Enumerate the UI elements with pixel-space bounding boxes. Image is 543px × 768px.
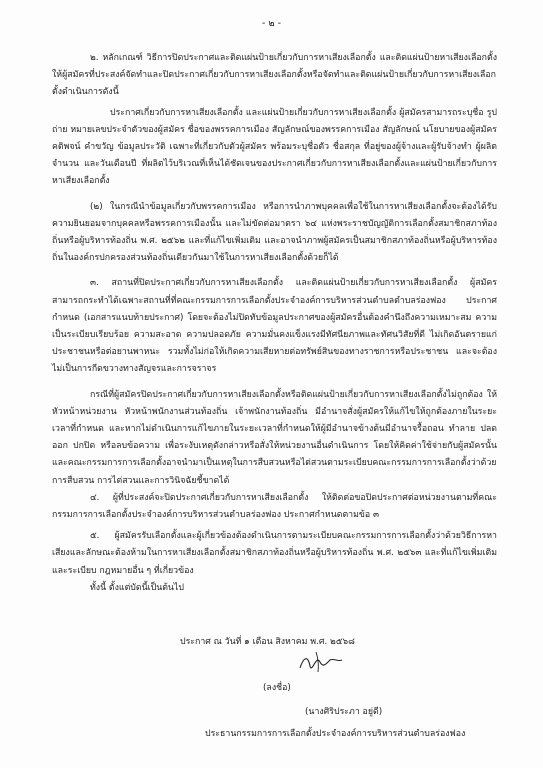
signer-title: ประธานกรรมการการเลือกตั้งประจำองค์การบริหารส่วนตำบลร่องฟอง <box>205 729 466 739</box>
paragraph-item-2: (๒) ในกรณีนำข้อมูลเกี่ยวกับพรรคการเมือง หรือการนำภาพบุคคลเพื่อใช้ในการหาเสียงเลือกตั้งจะต้องได้รับความยินยอมจากบุคคลหรือพรรคการเมืองนั้น และไม่ขัดต่อมาตรา ๖๔ แห่งพระราชบัญญัติการเลือกตั้งสมาชิกสภาท้องถิ่นหรือผู้บริหารท้องถิ่น พ.ศ. ๒๕๖๒ และที่แก้ไขเพิ่มเติม และอาจนำภาพผู้สมัครเป็นสมาชิกสภาท้องถิ่นหรือผู้บริหารท้องถิ่นในองค์กรปกครองส่วนท้องถิ่นเดียวกันมาใช้ในการหาเสียงเลือกตั้งด้วยก็ได้ <box>52 201 497 264</box>
paragraph-violations: กรณีที่ผู้สมัครปิดประกาศเกี่ยวกับการหาเสียงเลือกตั้งหรือติดแผ่นป้ายเกี่ยวกับการหาเสียงเลือกตั้งไม่ถูกต้อง ให้หัวหน้าหน่วยงาน หัวหน้าพนักงานส่วนท้องถิ่น เจ้าพนักงานท้องถิ่น มีอำนาจสั่งผู้สมัครให้แก้ไขให้ถูกต้องภายในระยะเวลาที่กำหนด และหากไม่ดำเนินการแก้ไขภายในระยะเวลาที่กำหนดให้ผู้มีอำนาจข้างต้นมีอำนาจรื้อถอน ทำลาย ปลดออก ปกปิด หรือลบข้อความ เพื่อระงับเหตุดังกล่าวหรือสั่งให้หน่วยงานอื่นดำเนินการ โดยให้คิดค่าใช้จ่ายกับผู้สมัครนั้น และคณะกรรมการการเลือกตั้งอาจนำมาเป็นเหตุในการสืบสวนหรือไต่สวนตามระเบียบคณะกรรมการการเลือกตั้งว่าด้วยการสืบสวน การไต่สวนและการวินิจฉัยชี้ขาดได้ <box>52 389 497 486</box>
paragraph-compliance: ๕. ผู้สมัครรับเลือกตั้งและผู้เกี่ยวข้องต้องดำเนินการตามระเบียบคณะกรรมการการเลือกตั้งว่าด้วยวิธีการหาเสียงและลักษณะต้องห้ามในการหาเสียงเลือกตั้งสมาชิกสภาท้องถิ่นหรือผู้บริหารท้องถิ่น พ.ศ. ๒๕๖๓ และที่แก้ไขเพิ่มเติม และระเบียบ กฎหมายอื่น ๆ ที่เกี่ยวข้อง <box>52 531 497 576</box>
signer-name: (นางศิริประภา อยู่ดี) <box>305 707 383 717</box>
paragraph-item-1: ประกาศเกี่ยวกับการหาเสียงเลือกตั้ง และแผ่นป้ายเกี่ยวกับการหาเสียงเลือกตั้ง ผู้สมัครสามารถระบุชื่อ รูปถ่าย หมายเลขประจำตัวของผู้สมัคร ชื่อของพรรคการเมือง สัญลักษณ์ของพรรคการเมือง สัญลักษณ์ นโยบายของผู้สมัคร คติพจน์ คำขวัญ ข้อมูลประวัติ เฉพาะที่เกี่ยวกับตัวผู้สมัคร พร้อมระบุชื่อตัว ชื่อสกุล ที่อยู่ของผู้จ้างและผู้รับจ้างทำ ผู้ผลิต จำนวน และวันเดือนปี ที่ผลิตไว้บริเวณที่เห็นได้ชัดเจนของประกาศเกี่ยวกับการหาเสียงเลือกตั้งและแผ่นป้ายเกี่ยวกับการหาเสียงเลือกตั้ง <box>52 107 497 187</box>
handwritten-signature <box>290 648 350 678</box>
signature-label: (ลงชื่อ) <box>263 683 291 693</box>
paragraph-locations: ๓. สถานที่ปิดประกาศเกี่ยวกับการหาเสียงเลือกตั้ง และติดแผ่นป้ายเกี่ยวกับการหาเสียงเลือกตั้ง ผู้สมัครสามารถกระทำได้เฉพาะสถานที่ที่คณะกรรมการการเลือกตั้งประจำองค์การบริหารส่วนตำบลตำบลร่องฟอง ประกาศกำหนด (เอกสารแนบท้ายประกาศ) โดยจะต้องไม่ปิดทับข้อมูลประกาศของผู้สมัครอื่นต้องคำนึงถึงความเหมาะสม ความเป็นระเบียบเรียบร้อย ความสะอาด ความปลอดภัย ความมั่นคงแข็งแรงมีทัศนียภาพและทัศนวิสัยที่ดี ไม่เกิดอันตรายแก่ประชาชนหรือต่อยานพาหนะ รวมทั้งไม่ก่อให้เกิดความเสียหายต่อทรัพย์สินของทางราชการหรือประชาชน และจะต้องไม่เป็นการกีดขวางทางสัญจรและการจราจร <box>52 278 497 375</box>
paragraph-criteria: ๒. หลักเกณฑ์ วิธีการปิดประกาศและติดแผ่นป้ายเกี่ยวกับการหาเสียงเลือกตั้ง และติดแผ่นป้ายหาเสียงเลือกตั้ง ให้ผู้สมัครที่ประสงค์จัดทำและปิดประกาศเกี่ยวกับการหาเสียงเลือกตั้งหรือจัดทำและติดแผ่นป้ายเกี่ยวกับการหาเสียงเลือกตั้งดำเนินการดังนี้ <box>52 53 497 98</box>
paragraph-contact: ๔. ผู้ที่ประสงค์จะปิดประกาศเกี่ยวกับการหาเสียงเลือกตั้ง ให้ติดต่อขอปิดประกาศต่อหน่วยงานตามที่คณะกรรมการการเลือกตั้งประจำองค์การบริหารส่วนตำบลร่องฟอง ประกาศกำหนดตามข้อ ๓ <box>52 492 497 521</box>
document-body <box>52 50 497 597</box>
announcement-date: ประกาศ ณ วันที่ ๑ เดือน สิงหาคม พ.ศ. ๒๕๖๘ <box>180 637 355 647</box>
closing-line: ทั้งนี้ ตั้งแต่บัดนี้เป็นต้นไป <box>90 582 184 593</box>
page-number: - ๒ - <box>261 18 282 29</box>
